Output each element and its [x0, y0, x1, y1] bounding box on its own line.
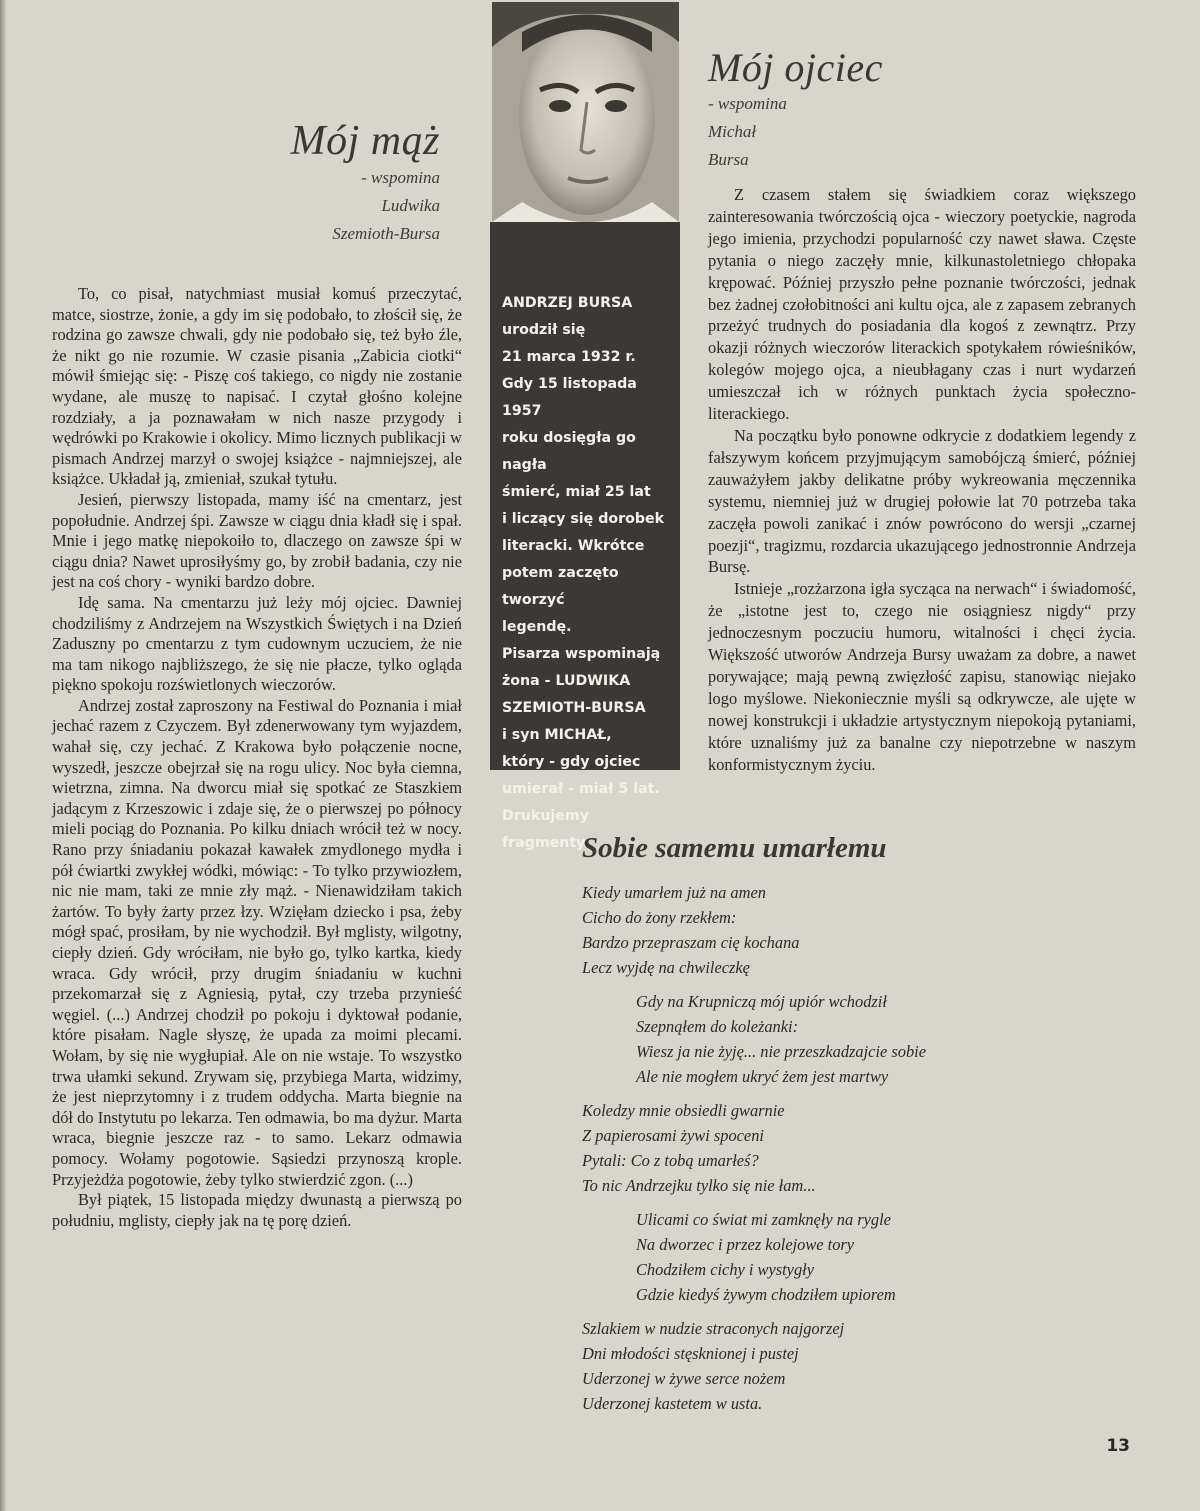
poem-stanza: [582, 989, 1002, 1089]
left-paragraph: To, co pisał, natychmiast musiał komuś przeczytać, matce, siostrze, żonie, a gdy im się podobało, to złościł się, że rodzina go zawsze chwali, gdy nie podobało się, też było źle, że nikt go nie rozumie. W czasie pisania „Zabicia ciotki“ mówił śmiejąc się: - Piszę coś takiego, co nigdy nie zostanie wydane, ale muszę to napisać. I czytał głośno kolejne rozdziały, a ja poznawałam w nich nasze przygody i wędrówki po Krakowie i okolicy. Mimo licznych publikacji w pismach Andrzej marzył o swojej książce - najmniejszej, ale książce. Układał ją, zmieniał, szukał tytułu.: [52, 284, 462, 489]
bio-line: 21 marca 1932 r.: [502, 349, 636, 365]
poem-line: Dni młodości stęsknionej i pustej: [582, 1344, 799, 1363]
left-article-byline-1: - wspomina: [361, 168, 440, 188]
poem-stanza: [582, 1207, 1002, 1307]
portrait-photo: [492, 2, 679, 222]
left-article-body: [52, 284, 462, 1231]
bio-line: roku dosięgła go nagła: [502, 430, 636, 473]
poem-line: Gdy na Krupniczą mój upiór wchodził: [636, 992, 887, 1011]
poem-line: Na dworzec i przez kolejowe tory: [636, 1235, 855, 1254]
right-paragraph: Z czasem stałem się świadkiem coraz większego zainteresowania twórczością ojca - wieczory poetyckie, nagroda jego imienia, przychodzi popularność czy nawet sława. Częste pytania o niego zaczęły mnie, kilkunastoletniego chłopaka krępować. Później przyszło pełne poznanie twórczości, jednak bez żadnej czołobitności ani kultu ojca, ale z zapasem zebranych przeżyć trudnych do posiadania dla kogoś z zewnątrz. Przy okazji różnych wieczorów literackich spotykałem rówieśników, kolegów mojego ojca, a nieubłagany czas i nurt wydarzeń umieszczał ich w różnych punktach życia społeczno-literackiego.: [708, 185, 1136, 424]
poem-title: Sobie samemu umarłemu: [582, 832, 887, 864]
bio-line: Pisarza wspominają: [502, 646, 661, 662]
bio-line: SZEMIOTH-BURSA: [502, 700, 646, 716]
poem-line: Ulicami co świat mi zamknęły na rygle: [636, 1210, 891, 1229]
page-number: 13: [1106, 1436, 1130, 1456]
right-paragraph: Na początku było ponowne odkrycie z dodatkiem legendy z fałszywym końcem przyjmującym samobójczą śmierć, później zauważyłem jakby delikatne próby wykreowania męczennika systemu, niemniej już w drugiej połowie lat 70 potrzeba taka zaczęła powoli zanikać i znów powrócono do wersji „czarnej poezji“, tragizmu, rozdarcia ukazującego jednostronnie Andrzeja Bursę.: [708, 425, 1136, 577]
left-paragraph: Andrzej został zaproszony na Festiwal do Poznania i miał jechać razem z Czyczem. Był zdenerwowany tym wyjazdem, wahał się, czy jechać. Z Krakowa było połączenie nocne, wyszedł, jeszcze obejrzał się na rogu ulicy. Noc była ciemna, wietrzna, zimna. Na dworcu miał się spotkać ze Staszkiem jadącym z Krzeszowic i zdaje się, że o pierwszej po północy mieli pociąg do Poznania. Po kilku dniach wrócił też w nocy. Rano przy śniadaniu pokazał kawałek zmydlonego mydła i pół ćwiartki zwykłej wódki, mówiąc: - To tylko przywiozłem, nic nie mam, taki ze mnie zły mąż. - Nienawidziłam takich żartów. To były żarty przez łzy. Wzięłam dziecko i psa, żeby mógł spać, prosiłam, by nie wychodził. Był mglisty, wilgotny, ciepły dzień. Gdy wróciłam, nie było go, tylko kartka, kiedy wraca. Gdy wrócił, przy drugim śniadaniu w kuchni przekomarzał się z Agniesią, pytał, czy trzeba przynieść węgiel. (...) Andrzej chodził po pokoju i dyktował podanie, które pisałam. Nagle słyszę, że upada za moimi plecami. Wołam, by się nie wygłupiał. Ale on nie wstaje. To wszystko trwa ułamki sekund. Zrywam się, przybiega Marta, widzimy, że jest nieprzytomny i z trudem oddycha. Marta biegnie na dół do Instytutu po lekarza. Ten odmawia, bo ma dyżur. Marta wraca, biegnie jeszcze raz - to samo. Lekarz odmawia pomocy. Wołamy pogotowie. Sąsiedzi przynoszą krople. Przyjeżdża pogotowie, żeby tylko stwierdzić zgon. (...): [52, 695, 462, 1189]
poem-line: Szlakiem w nudzie straconych najgorzej: [582, 1319, 845, 1338]
poem-line: Z papierosami żywi spoceni: [582, 1126, 764, 1145]
bio-box: [490, 222, 680, 851]
poem-line: Uderzonej w żywe serce nożem: [582, 1369, 786, 1388]
bio-line: potem zaczęto tworzyć: [502, 565, 619, 608]
bio-line: Gdy 15 listopada 1957: [502, 376, 637, 419]
bio-line: ANDRZEJ BURSA: [502, 295, 633, 311]
poem-line: Bardzo przepraszam cię kochana: [582, 933, 800, 952]
poem-line: Cicho do żony rzekłem:: [582, 908, 737, 927]
poem-line: Gdzie kiedyś żywym chodziłem upiorem: [636, 1285, 896, 1304]
bio-line: umierał - miał 5 lat.: [502, 781, 660, 797]
right-article-byline-2: Michał: [708, 122, 757, 141]
right-article-byline-1: - wspomina: [708, 94, 787, 113]
bio-line: literacki. Wkrótce: [502, 538, 645, 554]
right-article-header: [708, 46, 1008, 174]
left-article-header: [240, 118, 440, 248]
poem-line: Uderzonej kastetem w usta.: [582, 1394, 763, 1413]
poem-stanza: [582, 880, 1002, 980]
poem-line: Wiesz ja nie żyję... nie przeszkadzajcie sobie: [636, 1042, 926, 1061]
right-article-byline-3: Bursa: [708, 150, 749, 169]
poem-stanza: [582, 1316, 1002, 1416]
left-paragraph: Jesień, pierwszy listopada, mamy iść na cmentarz, jest popołudnie. Andrzej śpi. Zawsze w ciągu dnia kładł się i spał. Mnie i jego matkę niepokoiło to, dlaczego on zawsze śpi w ciągu dnia? Nawet uprosiłyśmy go, by zrobił badania, czy nie jest na coś chory - wyniki bardzo dobre.: [52, 489, 462, 592]
bio-line: i syn MICHAŁ,: [502, 727, 612, 743]
poem-line: Chodziłem cichy i wystygły: [636, 1260, 814, 1279]
left-paragraph: Idę sama. Na cmentarzu już leży mój ojciec. Dawniej chodziliśmy z Andrzejem na Wszystkich Świętych i na Dzień Zaduszny po cmentarzu z tym cudownym uczuciem, że nie ma tam nikogo najbliższego, że się nie płacze, tylko ogląda piękno spokoju rozświetlonych wieczorów.: [52, 592, 462, 695]
page-edge: [0, 0, 6, 1511]
right-paragraph: Istnieje „rozżarzona igła sycząca na nerwach“ i świadomość, że „istotne jest to, czego nie osiągniesz nigdy“ przy jednoczesnym poczuciu humoru, witalności i chęci życia. Większość utworów Andrzeja Bursy uważam za dobre, a nawet porywające; mają pewną zwięzłość zapisu, stanowiąc niejako logo myślowe. Niekoniecznie myśli są odkrywcze, ale ujęte w nowej konstrukcji i układzie artystycznym niepokoją pytaniami, które uznaliśmy już za banalne czy niepotrzebne w naszym konformistycznym życiu.: [708, 579, 1136, 774]
right-article-body: [708, 184, 1136, 775]
poem-line: To nic Andrzejku tylko się nie łam...: [582, 1176, 816, 1195]
poem-line: Pytali: Co z tobą umarłeś?: [582, 1151, 759, 1170]
right-article-title: Mój ojciec: [708, 45, 883, 90]
left-article-title: Mój mąż: [290, 118, 440, 164]
poem-body: [582, 880, 1002, 1425]
poem-line: Lecz wyjdę na chwileczkę: [582, 958, 750, 977]
poem-line: Ale nie mogłem ukryć żem jest martwy: [636, 1067, 889, 1086]
poem-stanza: [582, 1098, 1002, 1198]
bio-line: żona - LUDWIKA: [502, 673, 631, 689]
poem-line: Szepnąłem do koleżanki:: [636, 1017, 799, 1036]
left-article-byline-3: Szemioth-Bursa: [332, 224, 440, 244]
left-article-byline-2: Ludwika: [381, 196, 440, 216]
bio-line: i liczący się dorobek: [502, 511, 665, 527]
poem-line: Koledzy mnie obsiedli gwarnie: [582, 1101, 785, 1120]
bio-line: legendę.: [502, 619, 572, 635]
bio-line: Drukujemy fragmenty.: [502, 808, 590, 851]
left-paragraph: Był piątek, 15 listopada między dwunastą a pierwszą po południu, mglisty, ciepły jak na tę porę dzień.: [52, 1190, 462, 1230]
bio-line: urodził się: [502, 322, 586, 338]
poem-line: Kiedy umarłem już na amen: [582, 883, 766, 902]
bio-line: śmierć, miał 25 lat: [502, 484, 651, 500]
bio-line: który - gdy ojciec: [502, 754, 641, 770]
